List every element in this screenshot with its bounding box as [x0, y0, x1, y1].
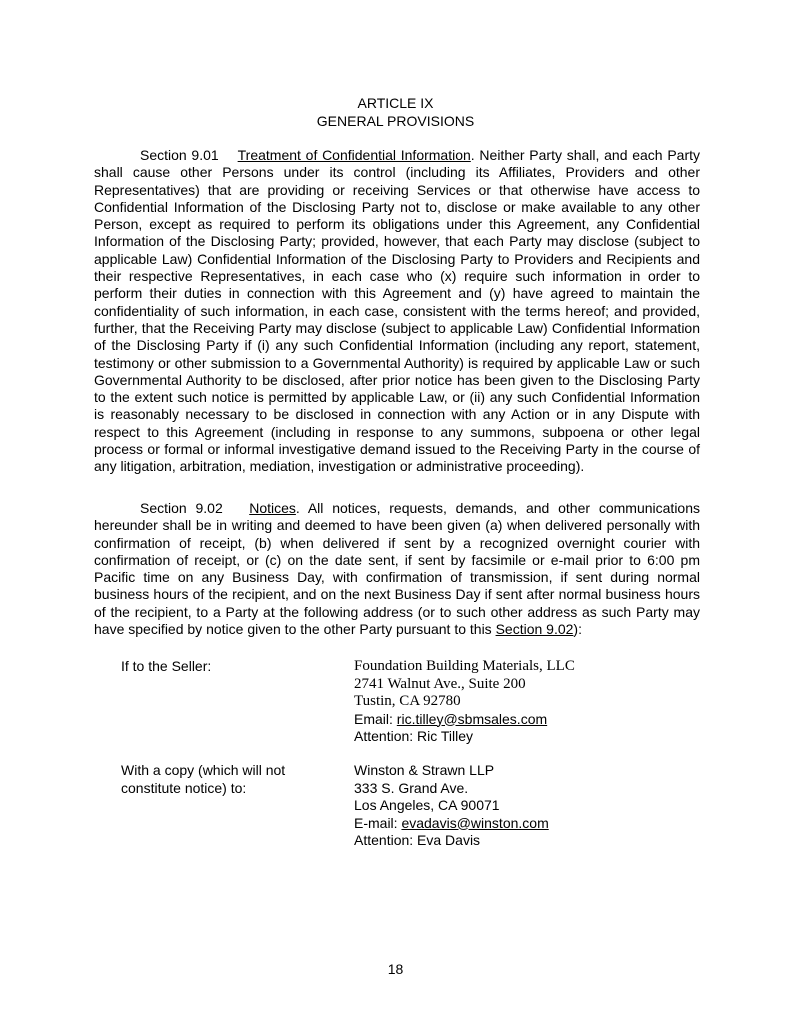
- section-9-02-number: Section 9.02: [140, 500, 223, 516]
- seller-email-prefix: Email:: [354, 710, 397, 727]
- seller-email-line: [354, 711, 714, 729]
- section-9-01-heading: Treatment of Confidential Information: [237, 147, 471, 163]
- page-number: 18: [387, 961, 404, 977]
- seller-address: [354, 658, 714, 746]
- copy-email-line: [354, 815, 714, 833]
- section-9-02-reference: Section 9.02: [495, 621, 574, 638]
- copy-label-line-1: With a copy (which will not: [121, 762, 286, 778]
- section-9-02-heading: Notices: [249, 500, 296, 516]
- section-9-02-paragraph: [94, 500, 700, 638]
- section-9-02-tail: ):: [573, 621, 582, 638]
- section-9-01-number: Section 9.01: [140, 147, 219, 163]
- article-number: ARTICLE IX: [357, 95, 434, 111]
- copy-label-line-2: constitute notice) to:: [121, 779, 247, 796]
- section-9-02-body: . All notices, requests, demands, and other communications hereunder shall be in writing and deemed to have been given (a) when delivered personally with confirmation of receipt, (b) when delivered if sent by a recognized overnight courier with confirmation of receipt, or (c) on the date sent, if sent by facsimile or e-mail prior to 6:00 pm Pacific time on any Business Day, with confirmation of transmission, if sent during normal business hours of the recipient, and on the next Business Day if sent after normal business hours of the recipient, to a Party at the following address (or to such other address as such Party may have specified by notice given to the other Party pursuant to this: [94, 500, 701, 638]
- copy-label: [121, 762, 341, 797]
- seller-label: If to the Seller:: [121, 658, 212, 674]
- seller-name: Foundation Building Materials, LLC: [354, 658, 575, 674]
- copy-email-prefix: E-mail:: [354, 814, 402, 831]
- article-title: GENERAL PROVISIONS: [316, 113, 475, 129]
- copy-email-link[interactable]: evadavis@winston.com: [401, 814, 549, 831]
- seller-email-link[interactable]: ric.tilley@sbmsales.com: [396, 710, 548, 727]
- seller-city: Tustin, CA 92780: [354, 693, 461, 709]
- copy-street: 333 S. Grand Ave.: [354, 779, 469, 796]
- section-9-01-body: . Neither Party shall, and each Party shall cause other Persons under its control (including its Affiliates, Providers and other Representatives) that are providing or receiving Services or that otherwise have access to Confidential Information of the Disclosing Party not to, disclose or make available to any other Person, except as required to perform its obligations under this Agreement, any Confidential Information of the Disclosing Party; provided, however, that each Party may disclose (subject to applicable Law) Confidential Information of the Disclosing Party to Providers and Recipients and their respective Representatives, in each case who (x) require such information in order to perform their duties in connection with this Agreement and (y) have agreed to maintain the confidentiality of such information, in each case, consistent with the terms hereof; and provided, further, that the Receiving Party may disclose (subject to applicable Law) Confidential Information of the Disclosing Party if (i) any such Confidential Information (including any report, statement, testimony or other submission to a Governmental Authority) is required by applicable Law or such Governmental Authority to be disclosed, after prior notice has been given to the Disclosing Party to the extent such notice is permitted by applicable Law, or (ii) any such Confidential Information is reasonably necessary to be disclosed in connection with any Action or in any Dispute with respect to this Agreement (including in response to any summons, subpoena or other legal process or formal or informal investigative demand issued to the Receiving Party in the course of any litigation, arbitration, mediation, investigation or administrative proceeding).: [94, 147, 700, 475]
- section-9-01-paragraph: [94, 147, 700, 476]
- copy-city: Los Angeles, CA 90071: [354, 797, 500, 813]
- seller-street: 2741 Walnut Ave., Suite 200: [354, 675, 526, 692]
- copy-name: Winston & Strawn LLP: [354, 762, 495, 778]
- copy-attention: Attention: Eva Davis: [354, 832, 481, 848]
- copy-address: [354, 762, 714, 850]
- seller-attention: Attention: Ric Tilley: [354, 728, 474, 744]
